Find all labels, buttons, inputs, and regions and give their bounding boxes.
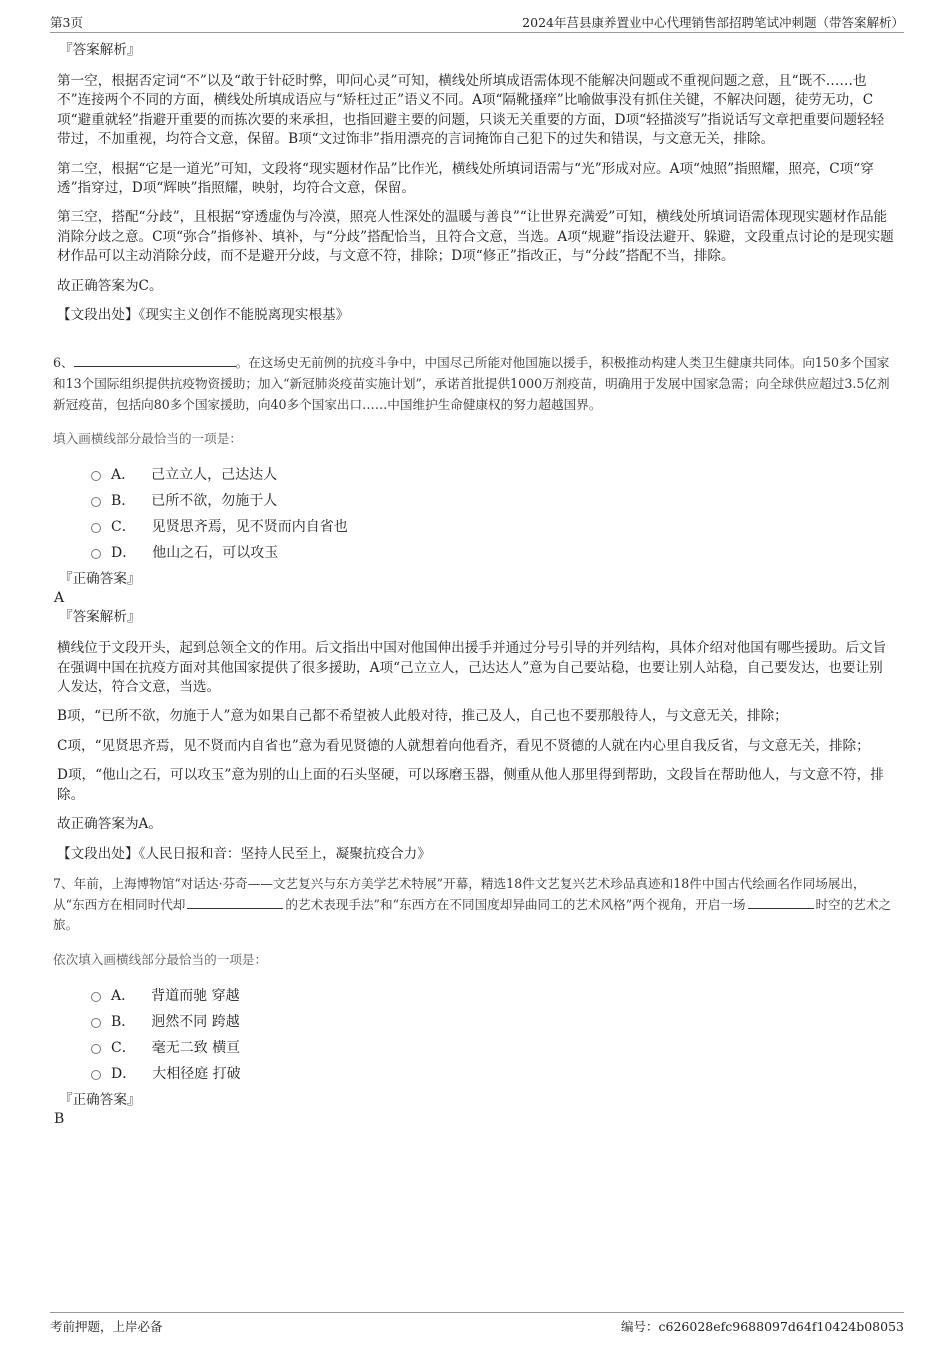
- correct-answer: B: [54, 1110, 65, 1127]
- question-6: [53, 353, 895, 863]
- option-text: 见贤思齐焉，见不贤而内自省也: [151, 519, 348, 536]
- option-text: 毫无二致 横亘: [151, 1039, 241, 1056]
- document-title: 2024年莒县康养置业中心代理销售部招聘笔试冲刺题（带答案解析）: [522, 15, 904, 30]
- option-d[interactable]: [91, 539, 895, 565]
- page-header: [50, 10, 904, 33]
- option-c[interactable]: [91, 513, 895, 539]
- analysis-paragraph: C项，“见贤思齐焉，见不贤而内自省也”意为看见贤德的人就想着向他看齐，看见不贤德的人就在内心里自我反省，与文意无关，排除；: [57, 737, 870, 754]
- option-a[interactable]: [91, 982, 895, 1008]
- option-d[interactable]: [91, 1060, 895, 1086]
- question-number: 6、: [53, 355, 74, 371]
- option-text: 己立立人，己达达人: [151, 467, 278, 484]
- prev-question-analysis: [57, 40, 895, 325]
- correct-answer-label: 『正确答案』: [59, 1091, 141, 1108]
- page-number: 第3页: [50, 15, 83, 30]
- source-citation: 【文段出处】《现实主义创作不能脱离现实根基》: [57, 307, 350, 324]
- fill-blank: [74, 353, 236, 367]
- option-text: 迥然不同 跨越: [151, 1013, 240, 1030]
- question-body: 时空的艺术之旅。: [53, 896, 892, 933]
- analysis-paragraph: 故正确答案为A。: [57, 816, 162, 833]
- question-prompt: 依次填入画横线部分最恰当的一项是：: [53, 951, 268, 967]
- analysis-paragraph: B项，“已所不欲，勿施于人”意为如果自己都不希望被人此般对待，推己及人，自己也不要那般待人，与文意无关，排除；: [57, 708, 788, 725]
- question-text: [53, 874, 895, 936]
- page-footer: [50, 1312, 904, 1335]
- option-letter: D．: [111, 1065, 137, 1082]
- radio-icon[interactable]: [91, 497, 101, 507]
- analysis-body: [57, 72, 895, 325]
- question-prompt: 填入画横线部分最恰当的一项是：: [53, 431, 242, 447]
- radio-icon[interactable]: [91, 471, 101, 481]
- option-text: 大相径庭 打破: [152, 1065, 241, 1082]
- document-code: 编号：c626028efc9688097d64f10424b08053: [621, 1319, 904, 1334]
- analysis-paragraph: 横线位于文段开头，起到总领全文的作用。后文指出中国对他国伸出援手并通过分号引导的并列结构，具体介绍对他国有哪些援助。后文旨在强调中国在抗疫方面对其他国家提供了很多援助，A项“己立立人，己达达人”意为自己要站稳，也要让别人站稳，自己要发达，也要让别人发达，符合文意，当选。: [57, 640, 887, 696]
- option-text: 背道而驰 穿越: [151, 987, 240, 1004]
- analysis-label: 『答案解析』: [59, 609, 141, 626]
- analysis-paragraph: 第一空，根据否定词“不”以及“敢于针砭时弊，叩问心灵”可知，横线处所填成语需体现不能解决问题或不重视问题之意，且“既不……也不”连接两个不同的方面，横线处所填成语应与“矫枉过正”语义不同。A项“隔靴搔痒”比喻做事没有抓住关键，不解决问题，徒劳无功，C项“避重就轻”指避开重要的而拣次要的来承担，也指回避主要的问题，只谈无关重要的方面，D项“轻描淡写”指说话写文章把重要问题轻轻带过，不加重视，均符合文意，保留。B项“文过饰非”指用漂亮的言词掩饰自己犯下的过失和错误，与文意无关，排除。: [57, 73, 885, 148]
- option-letter: A．: [111, 467, 136, 484]
- question-body: 的艺术表现手法”和“东西方在不同国度却异曲同工的艺术风格”两个视角，开启一场: [285, 896, 746, 912]
- footer-slogan: 考前押题，上岸必备: [50, 1319, 163, 1334]
- option-letter: B．: [111, 493, 136, 510]
- question-body: 年前，上海博物馆“对话达·芬奇——文艺复兴与东方美学艺术特展”开幕，精选18件文艺复兴艺术珍品真迹和18件中国古代绘画名作同场展出，从“东西方在相同时代却: [53, 875, 866, 912]
- option-letter: D．: [111, 545, 137, 562]
- correct-answer-label: 『正确答案』: [59, 571, 141, 588]
- analysis-label: 『答案解析』: [59, 42, 141, 58]
- analysis-paragraph: D项，“他山之石，可以攻玉”意为别的山上面的石头坚硬，可以琢磨玉器，侧重从他人那里得到帮助，文段旨在帮助他人，与文意不符，排除。: [57, 767, 884, 803]
- option-a[interactable]: [91, 461, 895, 487]
- option-text: 他山之石，可以攻玉: [152, 545, 279, 562]
- analysis-paragraph: 第三空，搭配“分歧”，且根据“穿透虚伪与冷漠，照亮人性深处的温暖与善良”“让世界充满爱”可知，横线处所填词语需体现现实题材作品能消除分歧之意。C项“弥合”指修补、填补，与“分歧”搭配恰当，且符合文意，当选。A项“规避”指设法避开、躲避，文段重点讨论的是现实题材作品可以主动消除分歧，而不是避开分歧，与文意不符，排除；D项“修正”指改正，与“分歧”搭配不当，排除。: [57, 209, 894, 265]
- analysis-body: [57, 639, 895, 864]
- option-b[interactable]: [91, 1008, 895, 1034]
- page-content: [53, 40, 895, 1128]
- option-letter: A．: [111, 987, 136, 1004]
- options-list: [53, 982, 895, 1086]
- option-text: 已所不欲，勿施于人: [151, 493, 278, 510]
- analysis-paragraph: 故正确答案为C。: [57, 277, 163, 294]
- correct-answer: A: [54, 590, 65, 607]
- option-letter: B．: [111, 1013, 136, 1030]
- option-c[interactable]: [91, 1034, 895, 1060]
- question-text: [53, 353, 895, 415]
- analysis-paragraph: 第二空，根据“它是一道光”可知，文段将“现实题材作品”比作光，横线处所填词语需与“光”形成对应。A项“烛照”指照耀，照亮，C项“穿透”指穿过，D项“辉映”指照耀，映射，均符合文意，保留。: [57, 160, 874, 197]
- source-citation: 【文段出处】《人民日报和音：坚持人民至上，凝聚抗疫合力》: [57, 845, 431, 862]
- fill-blank: [187, 895, 283, 909]
- options-list: [53, 461, 895, 565]
- radio-icon[interactable]: [91, 1070, 101, 1080]
- question-7: [53, 874, 895, 1128]
- radio-icon[interactable]: [91, 1044, 101, 1054]
- fill-blank: [748, 895, 814, 909]
- question-number: 7、: [53, 875, 74, 891]
- radio-icon[interactable]: [91, 992, 101, 1002]
- question-body: 。在这场史无前例的抗疫斗争中，中国尽己所能对他国施以援手，积极推动构建人类卫生健康共同体。向150多个国家和13个国际组织提供抗疫物资援助；加入“新冠肺炎疫苗实施计划”，承诺首批提供1000万剂疫苗，明确用于发展中国家急需；向全球供应超过3.5亿剂新冠疫苗，包括向80多个国家援助，向40多个国家出口……中国维护生命健康权的努力超越国界。: [53, 355, 890, 412]
- radio-icon[interactable]: [91, 1018, 101, 1028]
- radio-icon[interactable]: [91, 523, 101, 533]
- option-letter: C．: [111, 519, 136, 536]
- radio-icon[interactable]: [91, 549, 101, 559]
- option-b[interactable]: [91, 487, 895, 513]
- option-letter: C．: [111, 1039, 136, 1056]
